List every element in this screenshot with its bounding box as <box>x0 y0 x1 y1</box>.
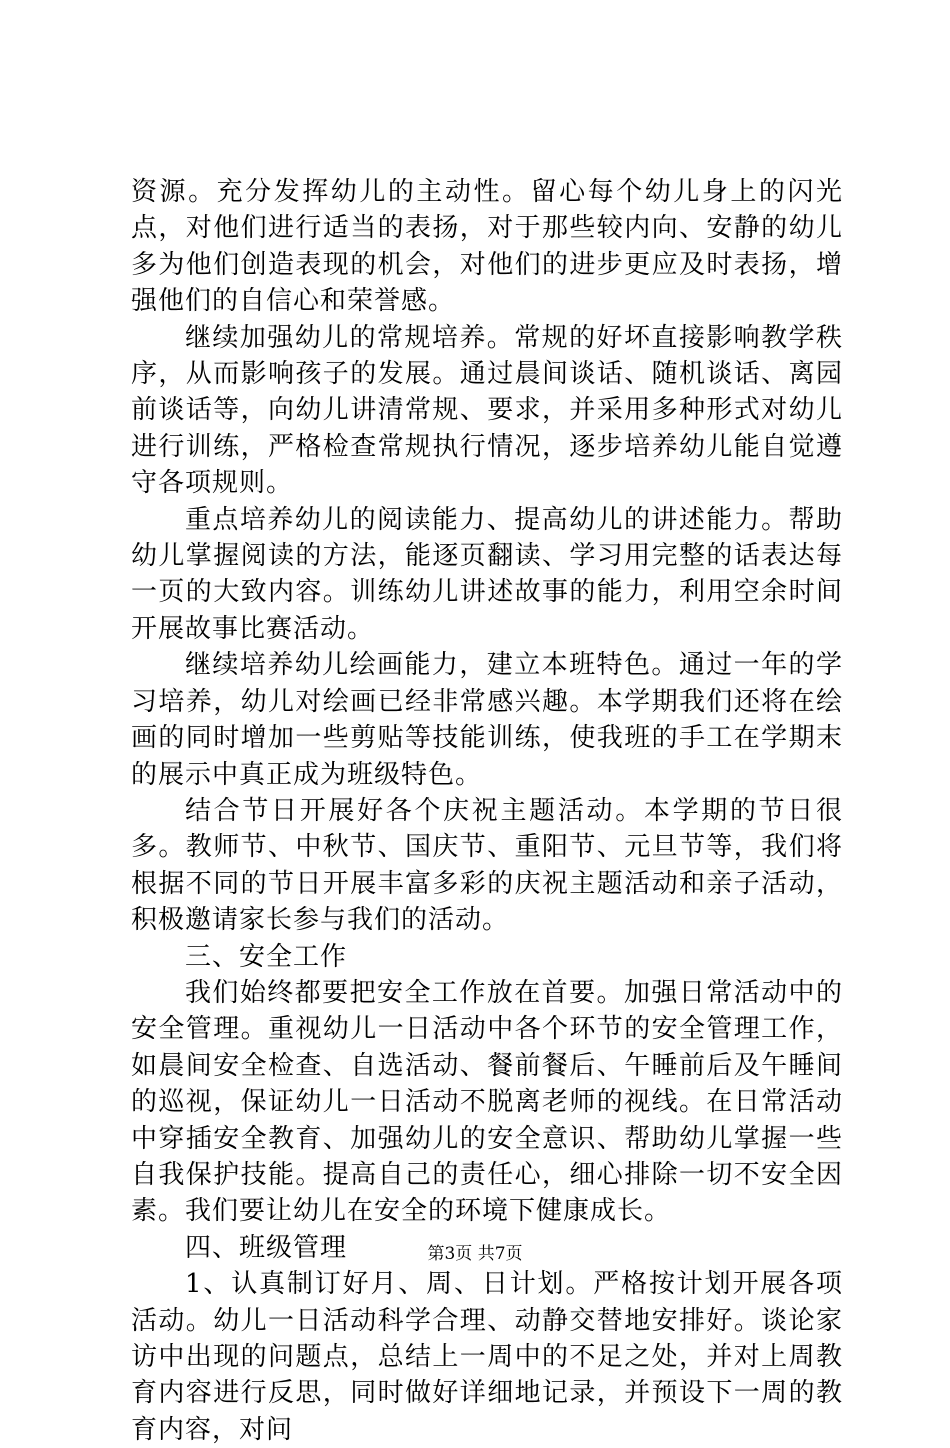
page-number-footer: 第3页 共7页 <box>427 1244 523 1264</box>
section-heading-safety: 三、安全工作 <box>185 941 348 972</box>
paragraph-planning: 1、认真制订好月、周、日计划。严格按计划开展各项活动。幼儿一日活动科学合理、动静交替地安排好。谈论家访中出现的问题点，总结上一周中的不足之处，并对上周教育内容进行反思，同时做好详细地记录，并预设下一周的教育内容，对问 <box>131 1269 843 1445</box>
paragraph-reading-ability: 重点培养幼儿的阅读能力、提高幼儿的讲述能力。帮助幼儿掌握阅读的方法，能逐页翻读、学习用完整的话表达每一页的大致内容。训练幼儿讲述故事的能力，利用空余时间开展故事比赛活动。 <box>131 504 843 644</box>
section-heading-class-management: 四、班级管理 <box>185 1232 348 1263</box>
paragraph-routine-training: 继续加强幼儿的常规培养。常规的好坏直接影响教学秩序，从而影响孩子的发展。通过晨间谈话、随机谈话、离园前谈话等，向幼儿讲清常规、要求，并采用多种形式对幼儿进行训练，严格检查常规执行情况，逐步培养幼儿能自觉遵守各项规则。 <box>131 322 843 499</box>
paragraph-festival-activities: 结合节日开展好各个庆祝主题活动。本学期的节日很多。教师节、中秋节、国庆节、重阳节、元旦节等，我们将根据不同的节日开展丰富多彩的庆祝主题活动和亲子活动，积极邀请家长参与我们的活动。 <box>131 795 843 936</box>
paragraph-drawing-ability: 继续培养幼儿绘画能力，建立本班特色。通过一年的学习培养，幼儿对绘画已经非常感兴趣。本学期我们还将在绘画的同时增加一些剪贴等技能训练，使我班的手工在学期末的展示中真正成为班级特色。 <box>131 650 843 790</box>
paragraph-student-initiative: 资源。充分发挥幼儿的主动性。留心每个幼儿身上的闪光点，对他们进行适当的表扬，对于那些较内向、安静的幼儿多为他们创造表现的机会，对他们的进步更应及时表扬，增强他们的自信心和荣誉感。 <box>131 177 843 317</box>
paragraph-safety-work: 我们始终都要把安全工作放在首要。加强日常活动中的安全管理。重视幼儿一日活动中各个环节的安全管理工作，如晨间安全检查、自选活动、餐前餐后、午睡前后及午睡间的巡视，保证幼儿一日活动不脱离老师的视线。在日常活动中穿插安全教育、加强幼儿的安全意识、帮助幼儿掌握一些自我保护技能。提高自己的责任心，细心排除一切不安全因素。我们要让幼儿在安全的环境下健康成长。 <box>131 977 843 1227</box>
